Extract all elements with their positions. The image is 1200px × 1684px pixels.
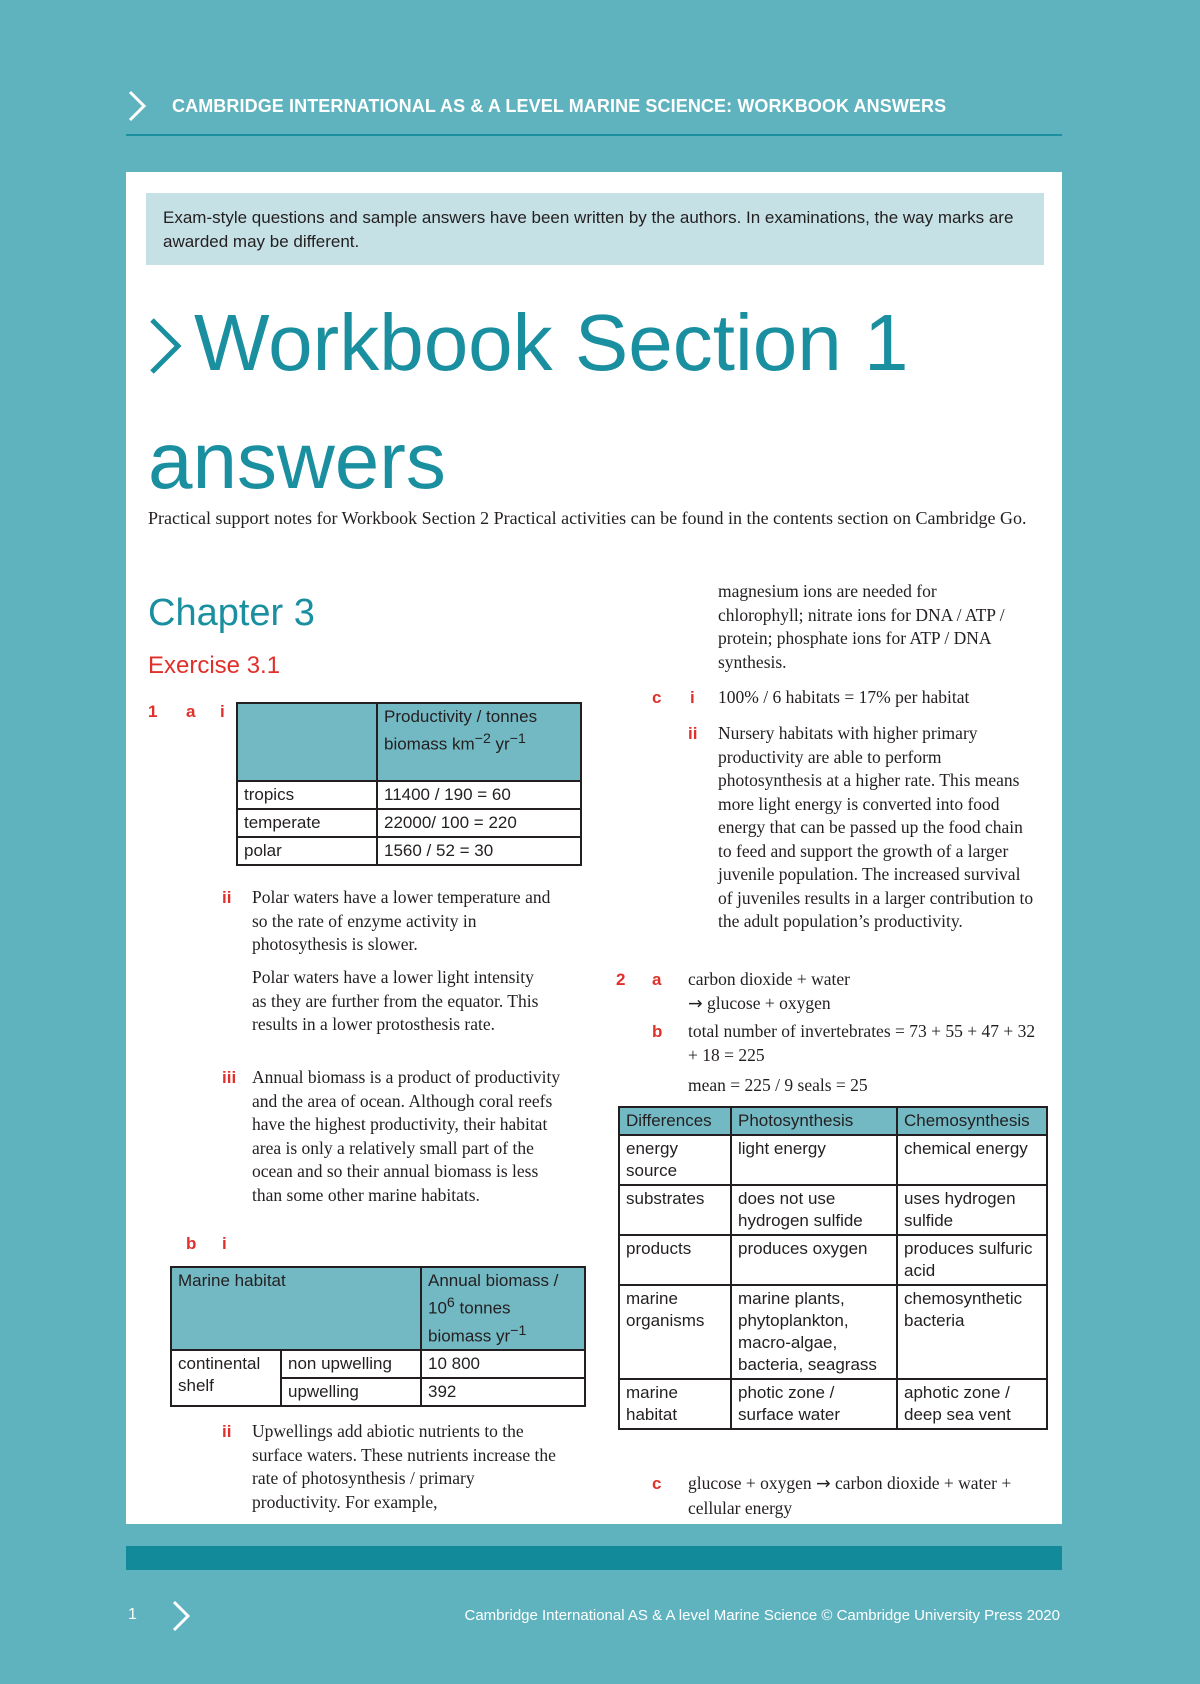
table-cell: 22000/ 100 = 220: [377, 809, 581, 837]
table-cell: [237, 703, 377, 781]
part-a-label: a: [652, 970, 662, 989]
answer-2c: [688, 1472, 1038, 1520]
table-cell: 392: [421, 1378, 585, 1406]
table-cell: produces sulfuric acid: [897, 1235, 1047, 1285]
title-line-1: Workbook Section 1: [194, 298, 909, 387]
answer-1b-ii-continued: magnesium ions are needed for chlorophyll; nitrate ions for DNA / ATP / protein; phosphate ions for ATP / DNA synthesis.: [718, 581, 1005, 672]
table-header: Photosynthesis: [731, 1107, 897, 1135]
table-row: [619, 1285, 1047, 1379]
page-content: [126, 172, 1062, 1524]
part-c-label: c: [652, 688, 662, 707]
chevron-right-icon: [148, 316, 182, 376]
answer-1a-iii: Annual biomass is a product of productivity and the area of ocean. Although coral reefs have the highest productivity, their habitat area is only a relatively small part of the ocean and so their annual biomass is less than some other marine habitats.: [252, 1067, 561, 1205]
header-title: CAMBRIDGE INTERNATIONAL AS & A LEVEL MARINE SCIENCE: WORKBOOK ANSWERS: [172, 96, 947, 116]
table-row: [619, 1235, 1047, 1285]
sub-ii-label: ii: [222, 1422, 232, 1441]
table-row: [237, 781, 581, 809]
question-number-1: 1: [148, 702, 158, 721]
table-cell: energy source: [619, 1135, 731, 1185]
table-row: [237, 837, 581, 865]
answer-1c-ii: Nursery habitats with higher primary productivity are able to perform photosynthesis at a higher rate. This means more light energy is converted into food energy that can be passed up the food chain to feed and support the growth of a larger juvenile population. The increased survival of juveniles results in a larger contribution to the adult population’s productivity.: [718, 723, 1034, 931]
equation-products: glucose + oxygen: [707, 992, 831, 1013]
table-cell: photic zone / surface water: [731, 1379, 897, 1429]
marine-habitat-table: [170, 1266, 586, 1407]
table-cell: does not use hydrogen sulfide: [731, 1185, 897, 1235]
table-cell: uses hydrogen sulfide: [897, 1185, 1047, 1235]
table-cell: temperate: [237, 809, 377, 837]
table-row: [619, 1135, 1047, 1185]
table-cell: chemical energy: [897, 1135, 1047, 1185]
table-cell: 1560 / 52 = 30: [377, 837, 581, 865]
equation-reactants: glucose + oxygen: [688, 1473, 812, 1493]
table-header-habitat: Marine habitat: [171, 1267, 421, 1350]
running-header: [126, 86, 1062, 136]
table-cell: non upwelling: [281, 1350, 421, 1378]
table-row: [171, 1350, 585, 1378]
answer-1a-ii-p2: Polar waters have a lower light intensity as they are further from the equator. This results in a lower protosthesis rate.: [252, 967, 539, 1034]
chevron-right-icon: [126, 90, 148, 122]
exam-note-box: Exam-style questions and sample answers have been written by the authors. In examinations, the way marks are awarded may be different.: [146, 193, 1044, 265]
practical-note: Practical support notes for Workbook Section 2 Practical activities can be found in the contents section on Cambridge Go.: [148, 508, 1027, 528]
sub-i-label: i: [222, 1234, 227, 1253]
table-cell: upwelling: [281, 1378, 421, 1406]
table-header: Chemosynthesis: [897, 1107, 1047, 1135]
answer-1c-i: 100% / 6 habitats = 17% per habitat: [718, 687, 970, 707]
table-cell: marine plants, phytoplankton, macro-algae, bacteria, seagrass: [731, 1285, 897, 1379]
answer-1a-ii-p1: Polar waters have a lower temperature and so the rate of enzyme activity in photosythesis is slower.: [252, 887, 551, 954]
arrow-icon: →: [688, 993, 703, 1014]
table-cell: continental shelf: [171, 1350, 281, 1406]
table-cell: 11400 / 190 = 60: [377, 781, 581, 809]
part-a-label: a: [186, 702, 196, 721]
page-number: 1: [128, 1606, 137, 1623]
table-header-productivity: Productivity / tonnes biomass $km^{-2}$ $yr^{-1}$: [377, 703, 581, 781]
footer-bar: [126, 1546, 1062, 1570]
table-header-biomass: Annual biomass / $10^6$ tonnes biomass $yr^{-1}$: [421, 1267, 585, 1350]
table-cell: products: [619, 1235, 731, 1285]
sub-ii-label: ii: [222, 888, 232, 907]
chapter-heading: Chapter 3: [148, 592, 315, 634]
table-cell: chemosynthetic bacteria: [897, 1285, 1047, 1379]
sub-ii-label: ii: [688, 724, 698, 743]
table-row: [237, 809, 581, 837]
table-row: [619, 1379, 1047, 1429]
table-cell: polar: [237, 837, 377, 865]
table-cell: light energy: [731, 1135, 897, 1185]
page-title: [148, 284, 1048, 520]
arrow-icon: →: [815, 1474, 831, 1494]
productivity-table: [236, 702, 582, 866]
sub-iii-label: iii: [222, 1068, 237, 1087]
table-row: [619, 1185, 1047, 1235]
part-c-label: c: [652, 1474, 662, 1493]
equation-products: carbon dioxide + water + cellular energy: [688, 1473, 1012, 1518]
question-number-2: 2: [616, 970, 626, 989]
sub-i-label: i: [690, 688, 695, 707]
part-b-label: b: [186, 1234, 197, 1253]
answer-2b-total: total number of invertebrates = 73 + 55 + 47 + 32 + 18 = 225: [688, 1021, 1036, 1065]
equation-reactants: carbon dioxide + water: [688, 969, 850, 989]
chevron-right-icon: [170, 1600, 192, 1632]
comparison-table: [618, 1106, 1048, 1430]
table-cell: 10 800: [421, 1350, 585, 1378]
footer-copyright: Cambridge International AS & A level Marine Science © Cambridge University Press 2020: [464, 1607, 1060, 1624]
table-cell: aphotic zone / deep sea vent: [897, 1379, 1047, 1429]
table-cell: produces oxygen: [731, 1235, 897, 1285]
answer-2b-mean: mean = 225 / 9 seals = 25: [688, 1075, 868, 1095]
table-cell: tropics: [237, 781, 377, 809]
table-cell: marine habitat: [619, 1379, 731, 1429]
answer-2a: [688, 968, 1028, 1016]
table-cell: substrates: [619, 1185, 731, 1235]
sub-i-label: i: [220, 702, 225, 721]
part-b-label: b: [652, 1022, 663, 1041]
title-line-2: answers: [148, 416, 446, 505]
exercise-heading: Exercise 3.1: [148, 652, 281, 679]
answer-1b-ii: Upwellings add abiotic nutrients to the surface waters. These nutrients increase the rate of photosynthesis / primary productivity. For example,: [252, 1421, 556, 1512]
table-header: Differences: [619, 1107, 731, 1135]
table-cell: marine organisms: [619, 1285, 731, 1379]
